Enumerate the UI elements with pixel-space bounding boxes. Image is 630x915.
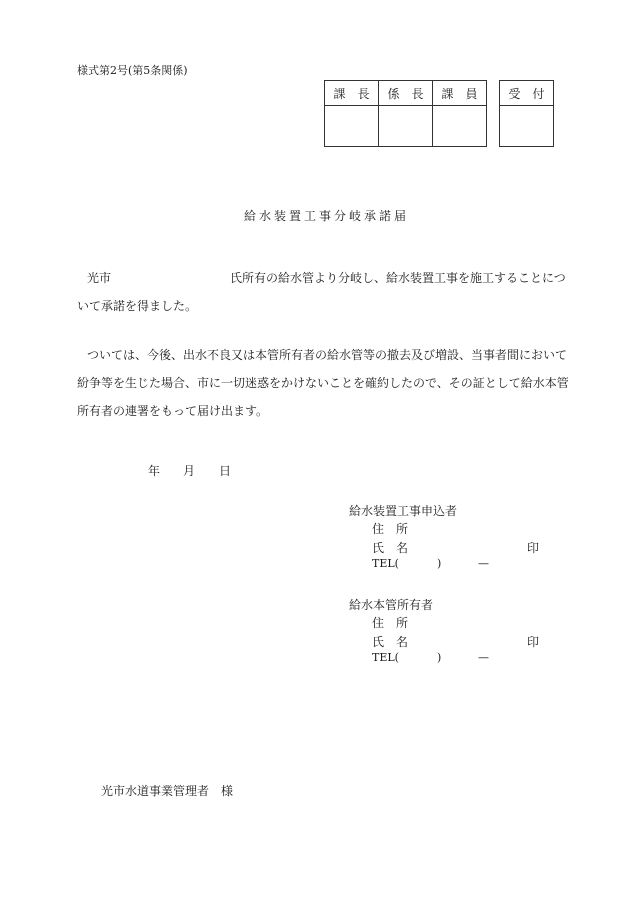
paragraph2-line2: 紛争等を生じた場合、市に一切迷惑をかけないことを確約したので、その証として給水本管 — [77, 376, 569, 390]
date-year-label: 年 — [148, 464, 161, 478]
applicant-tel-dash: — — [478, 557, 489, 570]
paragraph1-continuation: 氏所有の給水管より分岐し、給水装置工事を施工することにつ — [230, 271, 566, 285]
receipt-cell — [500, 106, 554, 147]
approval-cell-unit-chief — [379, 106, 433, 147]
main-owner-tel-label: TEL( — [372, 651, 399, 664]
document-title: 給水装置工事分岐承諾届 — [244, 209, 410, 223]
approval-stamp-table — [324, 80, 487, 147]
applicant-tel-close: ) — [437, 557, 442, 570]
applicant-title: 給水装置工事申込者 — [349, 504, 458, 518]
paragraph2-line1: ついては、今後、出水不良又は本管所有者の給水管等の撤去及び増設、当事者間において — [87, 348, 568, 362]
main-owner-title: 給水本管所有者 — [349, 598, 434, 612]
receipt-header: 受 付 — [500, 81, 554, 106]
approval-header-unit-chief: 係 長 — [379, 81, 433, 106]
receipt-stamp-table — [499, 80, 554, 147]
addressee: 光市水道事業管理者 様 — [101, 784, 234, 798]
approval-header-staff: 課 員 — [433, 81, 487, 106]
main-owner-tel-dash: — — [478, 651, 489, 664]
applicant-name-label: 氏 名 — [372, 541, 409, 555]
applicant-tel-label: TEL( — [372, 557, 399, 570]
approval-cell-section-chief — [325, 106, 379, 147]
date-month-label: 月 — [183, 464, 196, 478]
date-day-label: 日 — [219, 464, 232, 478]
applicant-address-label: 住 所 — [372, 522, 409, 536]
applicant-seal-mark: 印 — [527, 541, 540, 555]
main-owner-name-label: 氏 名 — [372, 635, 409, 649]
paragraph1-lead: 光市 — [87, 271, 112, 285]
approval-cell-staff — [433, 106, 487, 147]
main-owner-seal-mark: 印 — [527, 635, 540, 649]
paragraph2-line3: 所有者の連署をもって届け出ます。 — [77, 404, 269, 418]
main-owner-address-label: 住 所 — [372, 616, 409, 630]
approval-header-section-chief: 課 長 — [325, 81, 379, 106]
paragraph1-line2: いて承諾を得ました。 — [77, 299, 198, 313]
main-owner-tel-close: ) — [437, 651, 442, 664]
form-number: 様式第2号(第5条関係) — [77, 64, 188, 77]
